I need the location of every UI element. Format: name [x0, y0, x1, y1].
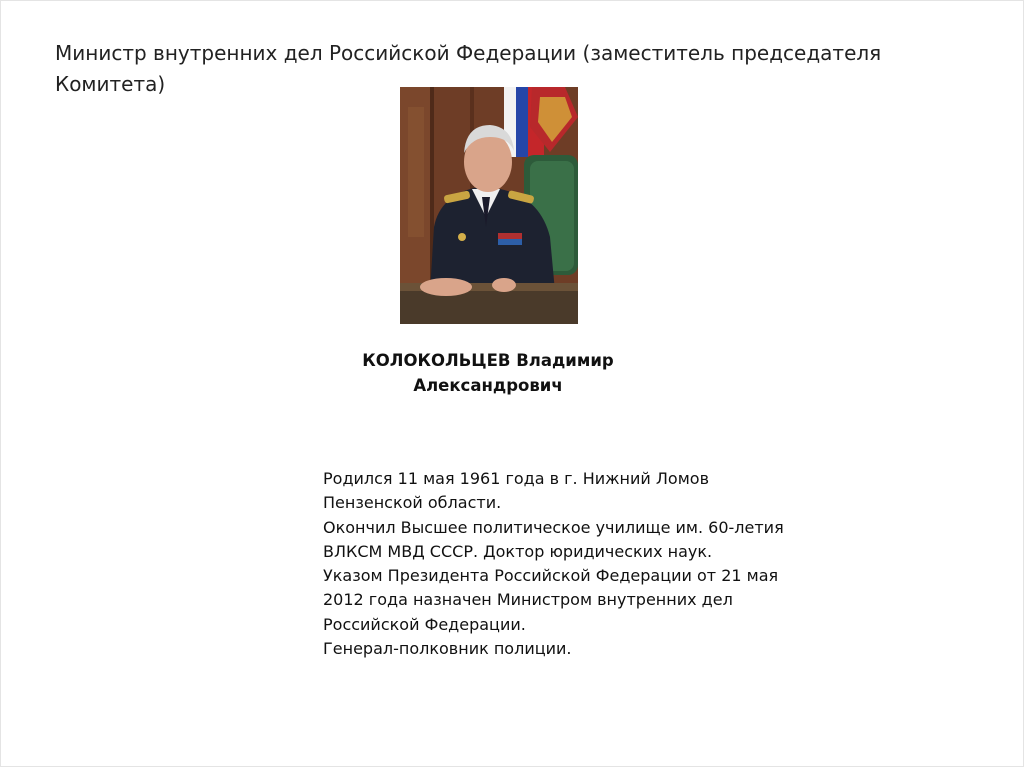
bio-line: Указом Президента Российской Федерации от 21 мая — [323, 566, 779, 586]
biography-text — [323, 467, 883, 661]
portrait-illustration — [400, 87, 578, 324]
bio-line: ВЛКСМ МВД СССР. Доктор юридических наук. — [323, 541, 713, 561]
slide-title-line-1: Министр внутренних дел Российской Федерации (заместитель председателя — [55, 41, 882, 65]
bio-line: Пензенской области. — [323, 493, 502, 513]
slide-title-line-2: Комитета) — [55, 72, 166, 96]
bio-line: Российской Федерации. — [323, 614, 526, 634]
bio-line: Генерал-полковник полиции. — [323, 639, 572, 659]
person-name — [330, 348, 646, 398]
person-name-line-2: Александрович — [413, 376, 563, 395]
bio-line: 2012 года назначен Министром внутренних дел — [323, 590, 733, 610]
person-name-line-1: КОЛОКОЛЬЦЕВ Владимир — [362, 351, 614, 370]
bio-line: Окончил Высшее политическое училище им. 60-летия — [323, 517, 784, 537]
portrait-photo — [400, 87, 578, 324]
bio-line: Родился 11 мая 1961 года в г. Нижний Ломов — [323, 469, 710, 488]
